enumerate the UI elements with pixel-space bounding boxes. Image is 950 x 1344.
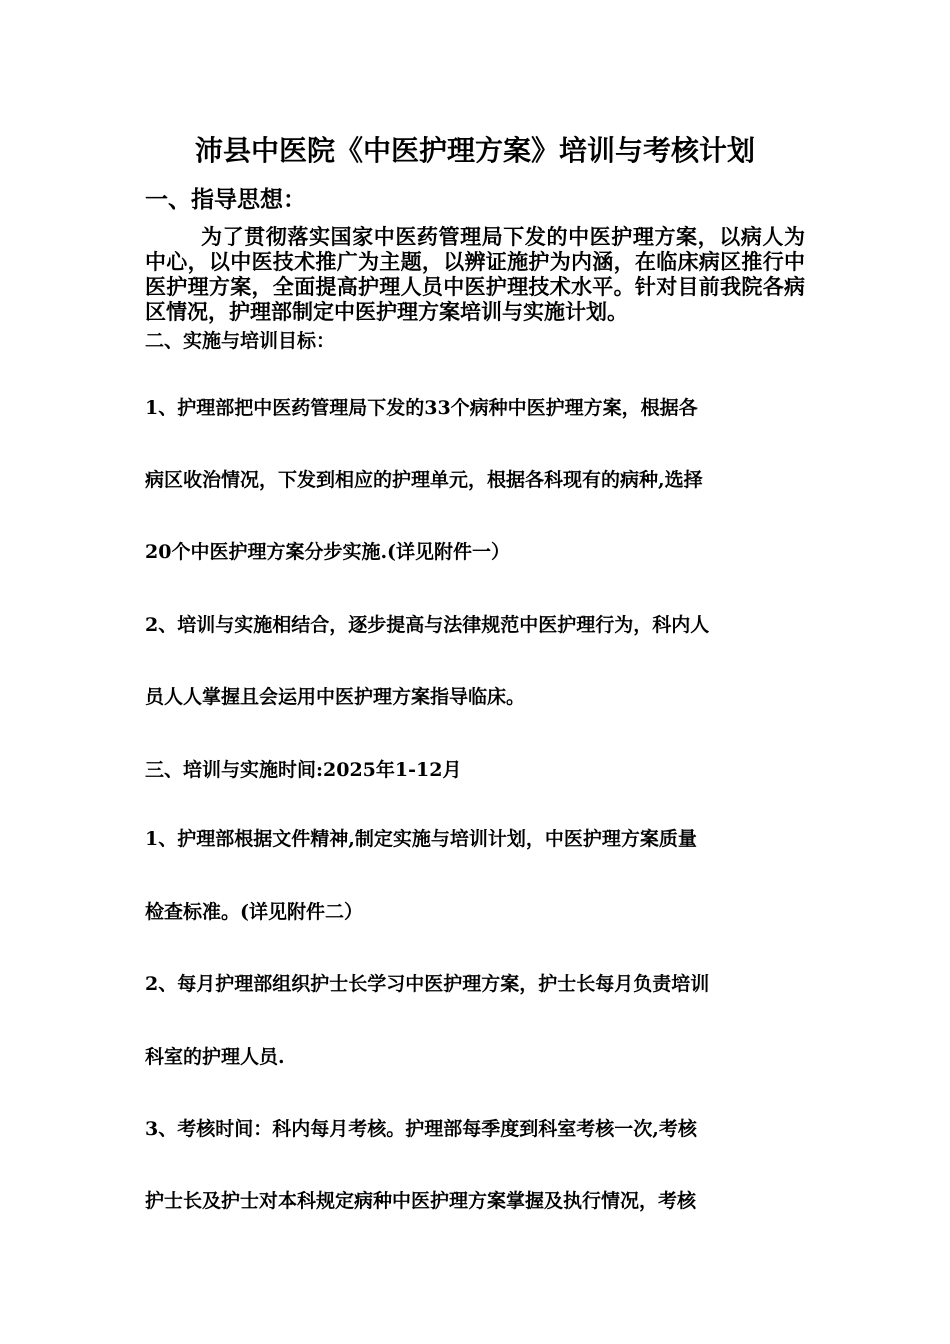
- schedule-line: 3、考核时间：科内每月考核。护理部每季度到科室考核一次,考核: [145, 1118, 697, 1140]
- goals-line: 病区收治情况，下发到相应的护理单元，根据各科现有的病种,选择: [145, 469, 703, 491]
- section-heading-schedule: 三、培训与实施时间:2025年1-12月: [145, 759, 462, 781]
- schedule-line: 1、护理部根据文件精神,制定实施与培训计划，中医护理方案质量: [145, 828, 697, 850]
- section-heading-guiding-thought: 一、指导思想：: [145, 186, 306, 213]
- document-title: 沛县中医院《中医护理方案》培训与考核计划: [194, 134, 755, 167]
- schedule-line: 科室的护理人员.: [145, 1046, 285, 1068]
- guiding-thought-paragraph: 为了贯彻落实国家中医药管理局下发的中医护理方案，以病人为中心，以中医技术推广为主题，以辨证施护为内涵，在临床病区推行中医护理方案，全面提高护理人员中医护理技术水平。针对目前我院各病区情况，护理部制定中医护理方案培训与实施计划。: [145, 224, 805, 324]
- goals-line: 2、培训与实施相结合，逐步提高与法律规范中医护理行为，科内人: [145, 614, 710, 636]
- schedule-line: 2、每月护理部组织护士长学习中医护理方案，护士长每月负责培训: [145, 973, 710, 995]
- schedule-line: 护士长及护士对本科规定病种中医护理方案掌握及执行情况，考核: [145, 1190, 697, 1212]
- goals-line: 员人人掌握且会运用中医护理方案指导临床。: [145, 686, 526, 708]
- section-heading-goals: 二、实施与培训目标：: [145, 330, 336, 352]
- schedule-line: 检查标准。(详见附件二）: [145, 901, 363, 923]
- goals-line: 20个中医护理方案分步实施.(详见附件一）: [145, 541, 511, 563]
- goals-line: 1、护理部把中医药管理局下发的33个病种中医护理方案，根据各: [145, 397, 698, 419]
